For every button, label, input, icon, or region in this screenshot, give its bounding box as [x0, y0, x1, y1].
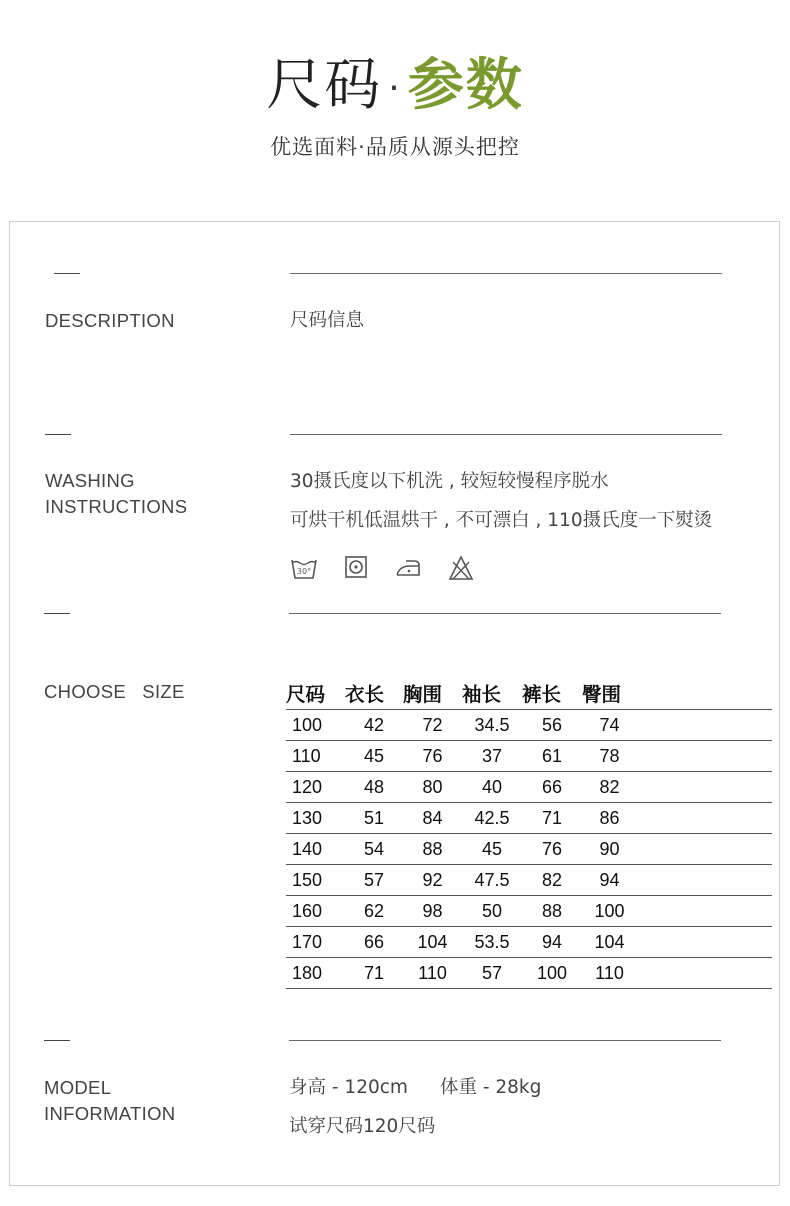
header-size: 尺码: [286, 682, 326, 706]
wash-30-text: 30°: [296, 567, 312, 576]
description-value: 尺码信息: [290, 310, 365, 331]
page-subtitle: 优选面料·品质从源头把控: [270, 134, 520, 159]
washing-label: [45, 468, 187, 520]
page-title: [0, 48, 790, 127]
cell-length: 57: [345, 865, 403, 896]
cell-chest: 76: [403, 741, 462, 772]
header-sleeve: 袖长: [462, 682, 502, 706]
table-row: [286, 834, 772, 865]
cell-size: 110: [286, 741, 345, 772]
cell-sleeve: 53.5: [462, 927, 522, 958]
iron-icon: [394, 555, 422, 581]
cell-chest: 98: [403, 896, 462, 927]
cell-length: 42: [345, 710, 403, 741]
cell-length: 71: [345, 958, 403, 989]
section-divider-short: [45, 434, 71, 435]
cell-hip: 104: [582, 927, 637, 958]
table-row: [286, 865, 772, 896]
cell-chest: 80: [403, 772, 462, 803]
title-separator: ·: [388, 67, 402, 109]
cell-size: 100: [286, 710, 345, 741]
table-row: [286, 772, 772, 803]
description-label: DESCRIPTION: [45, 310, 175, 331]
washing-label-line1: WASHING: [45, 470, 135, 491]
header-hip: 臀围: [582, 682, 622, 706]
cell-length: 45: [345, 741, 403, 772]
washing-label-line2: INSTRUCTIONS: [45, 496, 188, 517]
tumble-dry-icon: [344, 555, 368, 581]
model-label-line1: MODEL: [44, 1077, 112, 1098]
cell-chest: 84: [403, 803, 462, 834]
table-row: [286, 958, 772, 989]
cell-pants: 66: [522, 772, 582, 803]
table-row: [286, 803, 772, 834]
cell-length: 66: [345, 927, 403, 958]
cell-sleeve: 47.5: [462, 865, 522, 896]
cell-pants: 94: [522, 927, 582, 958]
cell-size: 180: [286, 958, 345, 989]
cell-pants: 56: [522, 710, 582, 741]
cell-sleeve: 37: [462, 741, 522, 772]
size-table-header: [286, 676, 772, 710]
cell-hip: 110: [582, 958, 637, 989]
section-divider-short: [44, 613, 70, 614]
wash-30-icon: [290, 555, 318, 581]
header-chest: 胸围: [403, 682, 443, 706]
size-label-text: CHOOSE SIZE: [44, 681, 185, 702]
model-stats: [289, 1075, 541, 1101]
cell-size: 130: [286, 803, 345, 834]
cell-pants: 82: [522, 865, 582, 896]
header-pants: 裤长: [522, 682, 562, 706]
cell-sleeve: 50: [462, 896, 522, 927]
cell-length: 51: [345, 803, 403, 834]
cell-size: 120: [286, 772, 345, 803]
cell-sleeve: 57: [462, 958, 522, 989]
header-length: 衣长: [345, 682, 385, 706]
table-row: [286, 927, 772, 958]
cell-chest: 92: [403, 865, 462, 896]
size-table: [286, 676, 772, 989]
cell-length: 62: [345, 896, 403, 927]
size-label: [44, 679, 185, 705]
cell-chest: 88: [403, 834, 462, 865]
section-divider-short: [44, 1040, 70, 1041]
cell-sleeve: 45: [462, 834, 522, 865]
cell-pants: 100: [522, 958, 582, 989]
model-label: [44, 1075, 175, 1127]
table-row: [286, 741, 772, 772]
title-part2: 参数: [407, 53, 524, 118]
cell-hip: 100: [582, 896, 637, 927]
section-divider-long: [290, 273, 722, 274]
cell-pants: 76: [522, 834, 582, 865]
no-bleach-icon: [448, 555, 474, 581]
section-divider-short: [54, 273, 80, 274]
cell-size: 170: [286, 927, 345, 958]
cell-chest: 72: [403, 710, 462, 741]
cell-pants: 61: [522, 741, 582, 772]
cell-sleeve: 40: [462, 772, 522, 803]
cell-size: 150: [286, 865, 345, 896]
cell-pants: 71: [522, 803, 582, 834]
cell-hip: 90: [582, 834, 637, 865]
cell-hip: 86: [582, 803, 637, 834]
care-icons: [290, 555, 474, 581]
cell-hip: 82: [582, 772, 637, 803]
cell-chest: 104: [403, 927, 462, 958]
model-label-line2: INFORMATION: [44, 1103, 176, 1124]
cell-length: 54: [345, 834, 403, 865]
section-divider-long: [289, 613, 721, 614]
page-header: [0, 48, 790, 161]
model-height: 身高 - 120cm: [289, 1077, 408, 1098]
washing-line2: 可烘干机低温烘干 , 不可漂白 , 110摄氏度一下熨烫: [290, 510, 713, 531]
cell-hip: 94: [582, 865, 637, 896]
cell-size: 140: [286, 834, 345, 865]
cell-sleeve: 34.5: [462, 710, 522, 741]
title-part1: 尺码: [266, 53, 383, 118]
table-row: [286, 710, 772, 741]
model-weight: 体重 - 28kg: [439, 1077, 542, 1098]
cell-hip: 78: [582, 741, 637, 772]
cell-pants: 88: [522, 896, 582, 927]
section-divider-long: [290, 434, 722, 435]
section-divider-long: [289, 1040, 721, 1041]
cell-sleeve: 42.5: [462, 803, 522, 834]
cell-length: 48: [345, 772, 403, 803]
washing-line1: 30摄氏度以下机洗 , 较短较慢程序脱水: [290, 471, 609, 492]
cell-size: 160: [286, 896, 345, 927]
table-row: [286, 896, 772, 927]
cell-hip: 74: [582, 710, 637, 741]
cell-chest: 110: [403, 958, 462, 989]
model-try-on: 试穿尺码120尺码: [289, 1116, 436, 1137]
